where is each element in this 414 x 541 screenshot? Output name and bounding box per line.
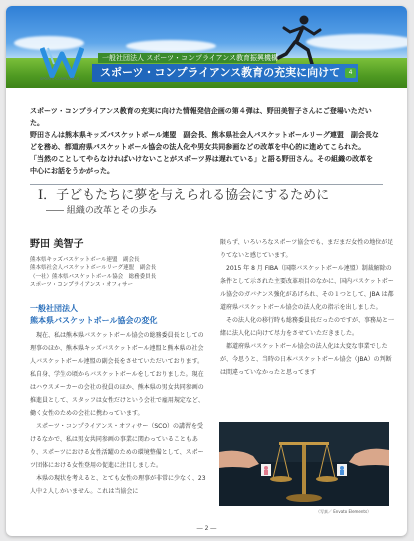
logo-caption: SPORTS COMPLIANCE [40, 77, 80, 81]
chapter-divider [30, 184, 383, 185]
author-roles [30, 256, 210, 290]
page-number: ― 2 ― [196, 525, 217, 532]
author-role: （一社）熊本県バスケットボール協会 総務委員長 [30, 273, 157, 280]
body-paragraph: 限らず、いろいろなスポーツ協会でも、まだまだ女性の地位が足りてないと感じています。 [220, 239, 394, 259]
chapter-title: Ⅰ．子どもたちに夢を与えられる協会にするために [38, 188, 330, 203]
intro-line: スポーツ・コンプライアンス教育の充実に向けた情報発信企画の第４弾は、野田美智子さんにご登場いただいた。 [30, 107, 372, 127]
author-name: 野田 美智子 [30, 239, 84, 250]
cloud [126, 40, 216, 52]
page [6, 6, 407, 536]
photo-credit: （写真／ Envato Elements） [316, 509, 372, 514]
body-paragraph: 本県の現状を考えると、とても女性の理事が非常に少なく、23 人中２人しかいません。これは当協会に [30, 475, 206, 495]
right-column-body [220, 236, 396, 379]
author-role: スポーツ・コンプライアンス・オフィサー [30, 282, 133, 289]
body-paragraph: 2015 年 8 月 FIBA（国際バスケットボール連盟）制裁解除の条件として示された主要改革項目のなかに、国内バスケットボール協会のガバナンス強化があげられ、その１つとして、JBA は都道府県バスケットボール協会の法人化の指示を出しました。 [220, 265, 394, 311]
sports-compliance-logo [40, 46, 84, 78]
runner-illustration [274, 14, 326, 70]
section-heading-line: 熊本県バスケットボール協会の変化 [30, 316, 158, 325]
intro-line: 「当然のことしてやらなければいけないことがスポーツ界は遅れている」と語る野田さん。その組織の改革を [30, 155, 374, 163]
body-paragraph: スポーツ・コンプライアンス・オフィサー（SCO）の講習を受けるなかで、私は男女共同参画の事業に関わっていることもあり、スポーツにおける女性活躍のための環境整備として、スポーツ団体における女性登用の促進に注目しました。 [30, 423, 204, 469]
body-paragraph: 都道府県バスケットボール協会の法人化は大変な事業でしたが、今思うと、当時の日本バスケットボール協会（JBA）の判断は間違っていなかったと思ってます [220, 343, 392, 376]
header-banner [6, 6, 407, 88]
series-title: スポーツ・コンプライアンス教育の充実に向けて [100, 66, 341, 79]
section-heading [30, 303, 210, 327]
body-paragraph: その法人化の移行時も総務委員長だったのですが、事務局と一緒に法人化に向けて尽力をさせていただきました。 [220, 317, 395, 337]
intro-line: 野田さんは熊本県キッズバスケットボール連盟 副会長、熊本県社会人バスケットボールリーグ連盟 副会長な [30, 131, 379, 139]
body-paragraph: 現在、私は熊本県バスケットボール協会の総務委員長としての理事のほか、熊本県キッズバスケットボール連盟と熊本県の社会人バスケットボール連盟の副会長をさせていただいております。私自身、学生の頃からバスケットボールをしておりました。現在はハウスメーカーの会社の役員のほか、熊本県の男女共同参画の推進員として、スタッフは女性だけという会社で雇用規定など、働く女性のための会社に携わっています。 [30, 332, 204, 417]
chapter-subtitle: ―― 組織の改革とその歩み [46, 206, 157, 216]
intro-lead [30, 105, 382, 177]
balance-scale-photo [219, 422, 389, 506]
organization-name: 一般社団法人 スポーツ・コンプライアンス教育振興機構 [102, 53, 279, 62]
issue-badge: 4 [345, 68, 356, 78]
intro-line: 中心にお話をうかがった。 [30, 167, 114, 175]
section-heading-line: 一般社団法人 [30, 304, 78, 313]
author-role: 熊本県社会人バスケットボールリーグ連盟 副会長 [30, 265, 157, 272]
intro-line: どを務め、都道府県バスケットボール協会の法人化や男女共同参画などの改革を中心的に進めてこられた。 [30, 143, 366, 151]
author-role: 熊本県キッズバスケットボール連盟 副会長 [30, 257, 140, 263]
left-column-body [30, 329, 206, 498]
